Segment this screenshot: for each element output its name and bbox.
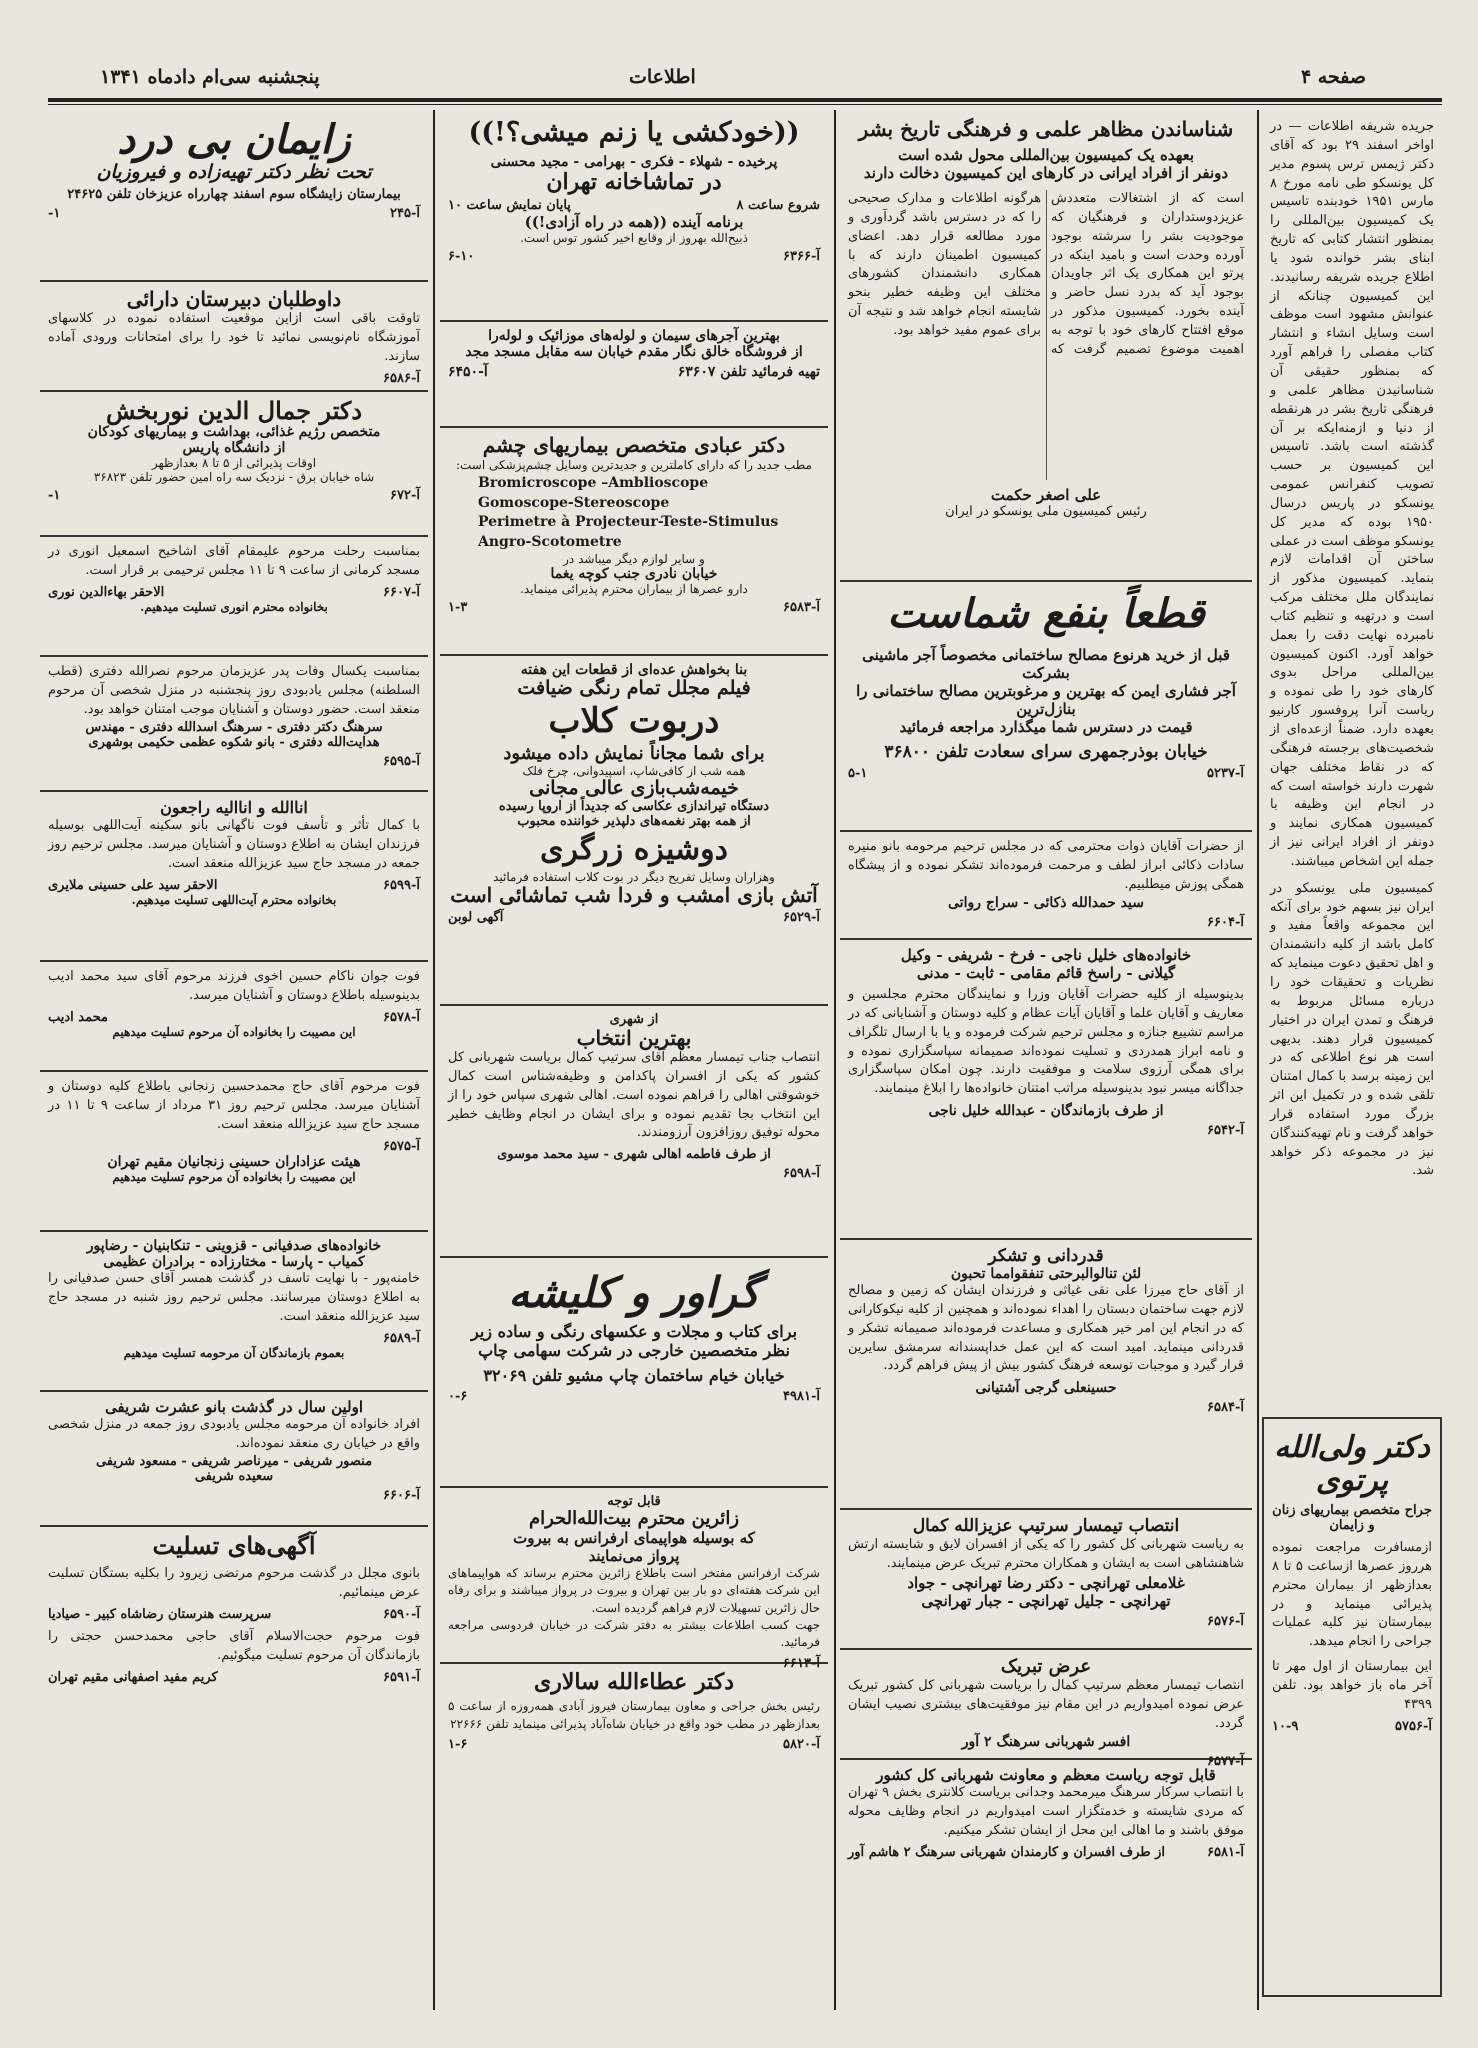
ad-subtitle: متخصص رژیم غذائی، بهداشت و بیماریهای کودکان: [87, 424, 381, 441]
ad-film-name: فیلم مجلل تمام رنگی ضیافت: [517, 677, 751, 699]
equipment-item: Bromicroscope –Amblioscope: [478, 475, 709, 491]
notice-body: بدینوسیله از کلیه حضرات آقایان وزرا و نمایندگان محترم مجلسین و معاریف و آقایان علما و آقایان آیات عظام و کلیه دوستان و آشنایانی که در مراسم تشییع جنازه و مجلس ترحیم شرکت فرموده و یا با ارسال تلگراف و نامه ابراز همدردی و تسلیت نموده‌اند صمیمانه سپاسگزاری نموده و برای همگی آرزوی سلامت و موفقیت دارند. چون امکان سپاسگزاری جداگانه میسر نبود بدینوسیله مراتب امتنان خانواده‌ها را ابلاغ مینمایند.: [848, 987, 1244, 1097]
equipment-list: [448, 474, 820, 552]
ad-title: گراور و کلیشه: [508, 1268, 760, 1317]
masthead-rule: [48, 98, 1442, 102]
notice-body: به ریاست شهربانی کل کشور را که یکی از افسران لایق و شایسته ارتش شاهنشاهی است به ایشان و همکاران محترم تبریک عرض مینمایند.: [848, 1537, 1244, 1571]
article-title: شناساندن مظاهر علمی و فرهنگی تاریخ بشر: [858, 117, 1234, 141]
notice-title: عرض تبریک: [1000, 1656, 1092, 1677]
notice-footer: بعموم بازماندگان آن مرحومه تسلیت میدهیم: [123, 1345, 345, 1360]
column-1: [840, 112, 1252, 1890]
notice-title: اناالله و اناالیه راجعون: [160, 798, 308, 817]
ad-code-pages: ۱-: [48, 205, 61, 221]
ad-address: خیابان بوذرجمهری سرای سعادت تلفن ۳۶۸۰۰: [884, 742, 1208, 762]
ad-address: خیابان خیام ساختمان چاپ مشیو تلفن ۳۲۰۶۹: [483, 1366, 785, 1386]
notice-signature: محمد ادیب: [48, 1009, 109, 1025]
notice-names: کمیاب - پارسا - مختارزاده - برادران عظیمی: [103, 1254, 365, 1270]
ad-code-ref: آ-۶۵۸۶: [383, 370, 420, 386]
ad-address: بیمارستان زایشگاه سوم اسفند چهارراه عزیزخان تلفن ۲۴۶۲۵: [67, 186, 401, 202]
notice-names-2: سعیده شریفی: [194, 1468, 274, 1484]
ad-line: برای کتاب و مجلات و عکسهای رنگی و ساده زیر: [470, 1322, 798, 1342]
notice-body: انتصاب تیمسار معظم سرتیپ کمال را بریاست شهربانی کل کشور تبریک عرض نموده امیدواریم در این مقام نیز موفقیت‌های بیشتری نصیب ایشان گردد.: [848, 1678, 1244, 1731]
ad-venue: در تماشاخانه تهران: [546, 168, 722, 195]
ad-code-pages: ۱-: [48, 488, 61, 504]
ad-title: دکتر عطاءالله سالاری: [533, 1669, 734, 1695]
ad-line: قبل از خرید هرنوع مصالح ساختمانی مخصوصاً آجر ماشینی بشرکت: [862, 646, 1230, 682]
ad-title: دکتر عبادی متخصص بیماریهای چشم: [482, 433, 786, 457]
death-notice: [40, 962, 428, 1072]
ad-boat-club: [440, 656, 828, 1006]
ad-code: [1272, 1719, 1432, 1734]
ad-header: قابل توجه: [607, 1494, 661, 1509]
notice-body: با انتصاب سرکار سرهنگ میرمحمد وجدانی بریاست کلانتری بخش ۹ تهران که مردی شایسته و خدمتگزار است امیدواریم در انجام وظایف محوله موفق باشند و ما اهالی این محل از ایشان تشکر میکنیم.: [848, 1785, 1244, 1838]
ad-code-ref: آ-۶۳۶۶: [783, 248, 820, 264]
notice-title: قدردانی و تشکر: [988, 1246, 1104, 1266]
notice-body: از آقای حاج میرزا علی نقی غیاثی و فرزندان ایشان که زمین و مصالح لازم جهت ساختمان دبستان را اهداء نموده‌اند و همچنین از کلیه نیکوکارانی که در انجام این امر خیر همکاری و مساعدت فرموده‌اند صمیمانه تشکر و قدردانی مینماید. امید است که این عمل خداپسندانه سرمشق سایرین قرار گیرد و موجبات توسعه فرهنگ کشور بیش از پیش فراهم گردد.: [848, 1283, 1244, 1374]
notice-code-ref: آ-۶۵۷۷: [1207, 1753, 1244, 1769]
ad-more: جهت کسب اطلاعات بیشتر به دفتر شرکت در خیابان فردوسی مراجعه فرمائید.: [448, 1617, 820, 1650]
ad-code-ref: آ-۶۵۲۹: [783, 909, 820, 925]
notice-code-ref: آ-۶۶۰۴: [1207, 914, 1244, 930]
best-choice-notice: [440, 1006, 828, 1258]
notice-signature-2: هدایت‌الله دفتری - بانو شکوه عظمی حکیمی بوشهری: [88, 734, 380, 750]
ad-bricks: [440, 322, 828, 428]
ad-songs: از همه بهتر نغمه‌های دلپذیر خواننده محبوب: [517, 813, 751, 829]
ad-code: [448, 1389, 820, 1404]
condolence-signature: کریم مفید اصفهانی مقیم تهران: [48, 1669, 218, 1685]
column-5: [1262, 112, 1442, 2001]
ad-next-program: برنامه آینده ((همه در راه آزادی!)): [524, 212, 744, 231]
ad-line: که بوسیله هواپیمای ارفرانس به بیروت: [513, 1528, 755, 1547]
condolence-section: [40, 1527, 428, 1772]
ad-code: [48, 371, 420, 386]
notice-title: خانواده‌های خلیل ناجی - فرخ - شریفی - وکیل: [900, 946, 1192, 964]
ad-dr-partovi: [1262, 1417, 1442, 1997]
ad-code-ref: آ-۵۲۳۷: [1207, 766, 1244, 781]
ad-line: نظر متخصصین خارجی در شرکت سهامی چاپ: [478, 1341, 790, 1361]
notice-signature: سرهنگ دکتر دفتری - سرهنگ اسدالله دفتری - مهندس: [85, 719, 383, 735]
sadafi-notice: [40, 1232, 428, 1392]
column-3: [440, 112, 828, 1814]
ad-line: آجر فشاری ایمن که بهترین و مرغوبترین مصالح ساختمانی را بنازل‌ترین: [856, 682, 1236, 718]
notice-code-ref: آ-۶۵۸۹: [383, 1330, 420, 1346]
notice-code-ref: آ-۶۵۹۵: [383, 753, 420, 769]
column-4: [40, 112, 428, 1772]
inna-lillah-notice: [40, 792, 428, 962]
notice-body: فوت جوان ناکام حسین اخوی فرزند مرحوم آقای سید محمد ادیب بدینوسیله باطلاع دوستان و آشنایان میرسد.: [48, 969, 420, 1003]
unesco-article: [840, 112, 1252, 582]
notice-code: [48, 1010, 420, 1025]
ad-body: شرکت ارفرانس مفتخر است باطلاع زائرین محترم برساند که هواپیماهای این شرکت هفته‌ای دو بار بین تهران و بیروت در پرواز میباشند و برای رفاه حال زائرین تسهیلات لازم فراهم گردیده است.: [448, 1565, 820, 1615]
notice-footer: بخانواده محترم آیت‌اللهی تسلیت میدهیم.: [131, 892, 337, 907]
notice-code-ref: آ-۶۵۴۲: [1207, 1123, 1244, 1139]
column-rule: [834, 110, 836, 2010]
ad-code-pages: ۱۰-۹: [1272, 1718, 1299, 1734]
article-subtitle: بعهده یک کمیسیون بین‌المللی محول شده است: [897, 146, 1195, 164]
ad-code-pages: ۱-۳: [448, 600, 468, 616]
notice-names-2: تهرانچی - جلیل تهرانچی - جبار تهرانچی: [921, 1591, 1171, 1610]
notice-code-ref: آ-۶۶۰۷: [383, 584, 420, 600]
ad-code-pages: ۵-۱: [848, 766, 868, 781]
notice-title-2: گیلانی - راسخ قائم مقامی - ثابت - مدنی: [916, 964, 1176, 982]
notice-code: [48, 754, 420, 769]
notice-signature: افسر شهربانی سرهنگ ۲ آور: [961, 1733, 1131, 1750]
notice-signature: از طرف فاطمه اهالی شهری - سید محمد موسوی: [497, 1147, 771, 1163]
ad-code: [448, 600, 820, 615]
condolence-body-2: فوت مرحوم حجت‌الاسلام آقای حاجی محمدحسن حجتی را بازماندگان آن مرحوم تسلیت میگوئیم.: [48, 1629, 420, 1663]
ad-dr-ebadi: [440, 428, 828, 656]
ad-code-ref: آ-۵۸۲۰: [783, 1736, 820, 1752]
condolence-signature: سرپرست هنرستان رضاشاه کبیر - صیادیا: [48, 1607, 272, 1623]
memorial-notice: [40, 537, 428, 657]
ad-hours: اوقات پذیرائی از ۵ تا ۸ بعدازظهر: [151, 456, 317, 471]
ad-code-pages: ۰-۶: [448, 1389, 468, 1405]
notice-intro: از شهری: [609, 1012, 659, 1027]
ad-request: بنا بخواهش عده‌ای از قطعات این هفته: [520, 662, 748, 678]
ad-engraving: [440, 1258, 828, 1488]
ad-subtitle-2: از دانشگاه پاریس: [182, 440, 286, 457]
notice-code: [48, 1331, 420, 1346]
notice-code-ref: آ-۶۶۰۶: [383, 1487, 420, 1503]
ad-address: این بیمارستان از اول مهر تا آخر ماه باز خواهد بود. تلفن ۴۳۹۹: [1272, 1659, 1432, 1712]
notice-code: [48, 1488, 420, 1503]
article-body: جریده شریفه اطلاعات — در اواخر اسفند ۲۹ بود که آقای دکتر ژیمس ترس پسوم مدیر کل یونسکو طی نامه مورخ ۸ مارس ۱۹۵۱ خودبنده تاسیس یک کمیسیون بین‌المللی را بمنظور انتشار کتابی که تاریخ ابنای بشر خوانده شود یا اطلاع جریده شریفه رسانیدند. این کمیسیون چنانکه از عنوانش مشهود است موظف است وسایل انشاء و انتشار کتاب مفصلی را فراهم آورد که بمنظور حقیقی آن شناسانیدن مظاهر علمی و فرهنگی تاریخ بشر در هرنقطه از دنیا و ازمنه‌ایکه بر آن گذشته است باشد. تاسیس این کمیسیون بر حسب تصویب کنفرانس عمومی یونسکو در پاریس درسال ۱۹۵۰ بوده که مدیر کل یونسکو موظف است در عملی ساختن آن اقدامات لازم بنماید. کمیسیون مذکور از نمایندگان ملل مختلف مرکب است و درتهیه و تنظیم کتاب نامبرده نهایت دقت را بعمل خواهد آورد. اکنون کمیسیون بین‌المللی مراحل بدوی کارهای خود را طی نموده و ریاست آنرا پروفسور کارنیو بعهده دارد. ضمناً ازعده‌ای از شخصیت‌های برجسته فرهنگی که در نقاط مختلف جهان شهرت دارند خواسته است که در انجام این وظیفه با کمیسیون همکاری نمایند و دونفر از افراد ایرانی نیز از جمله این اشخاص میباشند.: [1270, 119, 1434, 869]
notice-signature: هیئت عزاداران حسینی زنجانیان مقیم تهران: [107, 1153, 361, 1170]
notice-code: [48, 585, 420, 600]
ad-title: ((خودکشی یا زنم میشی؟!)): [468, 117, 800, 148]
article-signature: علی اصغر حکمت: [990, 486, 1102, 504]
ad-code: [448, 1737, 820, 1752]
ad-code-ref: آ-۶۴۵۰: [448, 364, 488, 380]
notice-code: [848, 1845, 1244, 1860]
ad-phone: تهیه فرمائید تلفن ۶۳۶۰۷: [677, 364, 820, 380]
article-body-2: کمیسیون ملی یونسکو در ایران نیز بسهم خود برای آنکه این مجموعه واقعاً مفید و کامل باشد از کلیه دانشمندان و اهل تحقیق دعوت مینماید که نظریات و تحقیقات خود را درباره مسائل مربوط به فرهنگ و تمدن ایران در اختیار کمیسیون قرار دهند. بدیهی است هر نوع اطلاعی که در این زمینه برسد با کمال امتنان تلقی شده و در تکمیل این اثر بزرگ مورد استفاده قرار خواهد گرفت و نام تهیه‌کنندگان نیز در مجموعه ذکر خواهد شد.: [1270, 880, 1434, 1179]
notice-footer: این مصیبت را بخانواده آن مرحوم تسلیت میدهیم: [112, 1024, 356, 1039]
ad-end-time: پایان نمایش ساعت ۱۰: [448, 197, 571, 213]
notice-code-ref: آ-۶۵۷۶: [1207, 1613, 1244, 1629]
article-signature-title: رئیس کمیسیون ملی یونسکو در ایران: [945, 504, 1147, 519]
paper-name: اطلاعات: [629, 66, 696, 88]
notice-title: خانواده‌های صدفیانی - قزوینی - تنکابنیان - رضاپور: [86, 1238, 382, 1254]
notice-body: خامنه‌پور - با نهایت تاسف در گذشت همسر آقای حسن صدفیانی را به اطلاع دوستان میرسانند. مجلس ترحیم روز شنبه در مسجد حاج سید عزیزالله منعقد است.: [48, 1271, 420, 1324]
ad-code: [48, 206, 420, 221]
notice-title: قابل توجه ریاست معظم و معاونت شهربانی کل کشور: [876, 1766, 1216, 1784]
ad-code: [848, 766, 1244, 781]
column-rule: [433, 110, 435, 2010]
sharifi-notice: [40, 1392, 428, 1527]
ad-theater: [440, 112, 828, 322]
ad-fireworks: آتش بازی امشب و فردا شب تماشائی است: [450, 882, 818, 907]
equipment-item: Perimetre à Projecteur-Teste-Stimulus: [478, 514, 779, 531]
ad-title: زائرین محترم بیت‌الله‌الحرام: [528, 1508, 740, 1529]
ad-subtitle: جراح متخصص بیماریهای زنان و زایمان: [1272, 1503, 1432, 1533]
notice-code-ref: آ-۶۵۸۱: [1207, 1844, 1244, 1860]
ad-body: ازمسافرت مراجعت نموده هرروز عصرها ازساعت ۵ تا ۸ بعدازظهر از بیماران محترم پذیرائی مینماید و در بیمارستان نیز کلیه عملیات جراحی را انجام میدهد.: [1272, 1540, 1433, 1650]
families-notice: [840, 940, 1252, 1240]
ad-title: داوطلبان دبیرستان دارائی: [126, 287, 342, 311]
notice-body: با کمال تأثر و تأسف فوت ناگهانی بانو سکینه آیت‌اللهی بوسیله فرزندان ایشان به اطلاع دوستان و آشنایان میرسد. مجلس ترحیم روز جمعه در مسجد حاج سید عزیزالله منعقد است.: [48, 818, 420, 871]
notice-code: [448, 1166, 820, 1181]
ad-more: و سایر لوازم دیگر میباشد در: [563, 552, 705, 567]
ad-maternity: [40, 112, 428, 282]
anniversary-notice: [40, 657, 428, 792]
gratitude-notice: [840, 1240, 1252, 1510]
ad-body: رئیس بخش جراحی و معاون بیمارستان فیروز آبادی همه‌روزه از ساعت ۵ بعدازظهر در مطب خود واقع در خیابان شاه‌آباد پذیرائی مینماید تلفن ۲۲۶۶۶: [448, 1699, 820, 1731]
notice-signature: الاحقر بهاءالدین نوری: [48, 584, 165, 600]
notice-code: [848, 915, 1244, 930]
masthead-rule-thin: [48, 104, 1442, 105]
ad-title: زایمان بی درد: [117, 116, 351, 163]
notice-footer: بخانواده محترم انوری تسلیت میدهیم.: [140, 599, 328, 614]
ad-code-ref: آ-۲۴۵: [390, 205, 420, 221]
ad-line: پرواز می‌نمایند: [588, 1546, 680, 1565]
notice-body: فوت مرحوم آقای حاج محمدحسین زنجانی باطلاع کلیه دوستان و آشنایان میرسد. مجلس ترحیم روز ۳۱ مرداد از ساعت ۹ تا ۱۱ در مسجد حاج سید عزیزالله منعقد است.: [48, 1079, 421, 1132]
ad-line: قیمت در دسترس شما میگذارد مراجعه فرمائید: [899, 718, 1193, 736]
page-number: صفحه ۴: [1300, 66, 1366, 88]
issue-date: پنجشنبه سی‌ام دادماه ۱۳۴۱: [100, 66, 320, 88]
ad-school: [40, 282, 428, 392]
congrats-notice: [840, 1650, 1252, 1769]
notice-verse: لئن تنالوالبرحتی تنفقوامما تحبون: [950, 1266, 1142, 1282]
ad-code-pages: ۶-۱۰: [448, 248, 475, 264]
ad-times: [448, 198, 820, 213]
condolence-code-ref: آ-۶۵۹۱: [383, 1669, 420, 1685]
notice-code-ref: آ-۶۵۹۹: [383, 877, 420, 893]
notice-body: افراد خانواده آن مرحومه مجلس یادبودی روز جمعه در منزل شخصی واقع در خیابان ری منعقد نموده‌اند.: [48, 1417, 420, 1451]
notice-code-ref: آ-۶۵۷۵: [383, 1138, 420, 1154]
ad-title: دربوت کلاب: [548, 700, 720, 741]
ad-air-france: [440, 1488, 828, 1671]
zanjani-notice: [40, 1072, 428, 1232]
notice-body: بمناسبت یکسال وفات پدر عزیزمان مرحوم نصرالله دفتری (قطب السلطنه) مجلس یادبودی روز پنجشنبه در منزل شخصی آن مرحوم منعقد است. حضور دوستان و آشنایان موجب امتنان خواهد بود.: [48, 664, 420, 717]
notice-names: منصور شریفی - میرناصر شریفی - مسعود شریفی: [95, 1453, 373, 1469]
ad-dr-nurbakhsh: [40, 392, 428, 537]
police-notice: [840, 1760, 1252, 1890]
notice-signature: سید حمدالله ذکائی - سراج رواتی: [948, 894, 1144, 911]
section-title: آگهی‌های تسلیت: [152, 1531, 316, 1560]
equipment-item: Gomoscope-Stereoscope: [478, 494, 670, 511]
ad-line: از فروشگاه خالق نگار مقدم خیابان سه مقابل مسجد مجد: [465, 344, 803, 360]
notice-title: انتصاب تیمسار سرتیپ عزیزالله کمال: [912, 1516, 1180, 1536]
ad-title: قطعاً بنفع شماست: [887, 590, 1205, 637]
appointment-notice: [840, 1510, 1252, 1650]
notice-code-ref: آ-۶۵۸۴: [1207, 1400, 1244, 1416]
article-columns: است که از اشتغالات متعددش عزیزدوستداران و فرهنگیان که موجودیت بشر را سرشته بوجود آورده وحدت است و بامید اینکه در پرتو این همکاری یک اثر جاویدان بوجود آید که بدرد نسل حاضر و آینده بخورد. کمیسیون مذکور در موقع افتتاح کارهای خود با توجه به اهمیت موضوع تصمیم گرفت که هرگونه اطلاعات و مدارک صحیحی را که در دسترس باشد گردآوری و مورد مطالعه قرار دهد. اعضای کمیسیون اطمینان دارند که با همکاری دانشمندان کشورهای مختلف این وظیفه خطیر بنحو شایسته انجام خواهد شد و نتیجه آن برای عموم مفید خواهد بود.: [848, 191, 1244, 357]
notice-code: [48, 1139, 420, 1154]
ad-title: دکتر ولی‌الله پرتوی: [1274, 1430, 1430, 1498]
ad-body: تاوقت باقی است ازاین موقعیت استفاده نموده در کلاسهای آموزشگاه نام‌نویسی نمائید تا خود را برای امتحانات ورودی آماده سازند.: [48, 311, 420, 364]
ad-title: دکتر جمال الدین نوربخش: [105, 396, 363, 425]
ad-code-ref: آ-۵۷۵۶: [1395, 1718, 1432, 1734]
column-rule: [1257, 110, 1259, 2010]
notice-signature: الاحقر سید علی حسینی ملایری: [48, 877, 218, 893]
notice-signature: از طرف افسران و کارمندان شهربانی سرهنگ ۲ هاشم آور: [848, 1844, 1166, 1860]
notice-code-ref: آ-۶۵۹۸: [783, 1166, 820, 1182]
ad-cast: پرخیده - شهلاء - فکری - بهرامی - مجید محسنی: [490, 153, 778, 170]
ad-subtitle: مطب جدید را که دارای کاملترین و جدیدترین وسایل چشم‌پزشکی است:: [455, 458, 812, 472]
ad-code-ref: آ-۶۷۲: [390, 488, 420, 504]
ad-address: شاه خیابان برق - نزدیک سه راه امین حضور تلفن ۳۶۸۲۳: [93, 470, 375, 485]
ad-photo: دستگاه تیراندازی عکاسی که جدیداً از اروپا رسیده: [498, 798, 770, 814]
notice-body: بمناسبت رحلت مرحوم علیمقام آقای اشاخیح اسمعیل انوری در مسجد کرمانی از ساعت ۹ تا ۱۱ مجلس ترحیمی بر قرار است.: [48, 544, 420, 578]
equipment-item: Angro-Scotometre: [478, 533, 622, 550]
ad-brick-company: [840, 582, 1252, 832]
ad-code: [48, 488, 420, 503]
ad-fireworks-pre: وهزاران وسایل تفریح دیگر در بوت کلاب استفاده فرمائید: [493, 869, 775, 884]
ad-agency: آگهی لوبن: [448, 909, 504, 925]
ad-subtitle: تحت نظر دکتر تهیه‌زاده و فیروزیان: [96, 161, 372, 183]
condolence-code-2: [48, 1670, 420, 1685]
notice-title: اولین سال در گذشت بانو عشرت شریفی: [104, 1398, 364, 1416]
condolence-body: بانوی مجلل در گذشت مرحوم مرتضی زیرود را بکلیه بستگان تسلیت عرض مینمائیم.: [48, 1566, 420, 1601]
notice-code: [848, 1123, 1244, 1138]
notice-signature: از طرف بازماندگان - عبدالله خلیل ناجی: [928, 1103, 1164, 1120]
notice-body: از حضرات آقایان ذوات محترمی که در مجلس ترحیم مرحومه بانو منیره سادات ذکائی ابراز لطف و مرحمت فرموده‌اند تشکر نموده و از پیشگاه همگی پوزش میطلبیم.: [848, 839, 1244, 892]
ad-tent: خیمه‌شب‌بازی عالی مجانی: [529, 777, 739, 800]
ad-dr-salari: [440, 1664, 828, 1814]
article-continuation: [1262, 112, 1442, 1417]
ad-code: [448, 910, 820, 925]
notice-names: غلامعلی تهرانچی - دکتر رضا تهرانچی - جواد: [907, 1573, 1185, 1592]
notice-signature: حسینعلی گرجی آشتیانی: [975, 1380, 1117, 1397]
article-subtitle-2: دونفر از افراد ایرانی در کارهای این کمیسیون دخالت دارند: [863, 164, 1229, 182]
ad-code: [448, 249, 820, 264]
notice-code: [48, 878, 420, 893]
ad-note: ذبیح‌الله بهروز از وقایع اخیر کشور توس است.: [520, 230, 748, 245]
ad-line: بهترین آجرهای سیمان و لوله‌های موزائیک و لوله‌را: [488, 328, 780, 344]
notice-code: [848, 1400, 1244, 1415]
condolence-code-ref: آ-۶۵۹۰: [383, 1607, 420, 1623]
ad-code-ref: آ-۴۹۸۱: [783, 1389, 820, 1405]
ad-show: برای شما مجاناً نمایش داده میشود: [503, 743, 765, 765]
ad-address: خیابان نادری جنب کوچه یغما: [550, 566, 718, 583]
ad-line: [448, 364, 820, 380]
ad-hours: دارو عصرها از بیماران محترم پذیرائی مینماید.: [520, 582, 748, 597]
notice-code-ref: آ-۶۵۷۸: [383, 1009, 420, 1025]
condolence-code: [48, 1607, 420, 1622]
ad-code-ref: آ-۶۵۸۳: [783, 600, 820, 616]
notice-title: بهترین انتخاب: [576, 1026, 692, 1050]
ad-start-time: شروع ساعت ۸: [736, 197, 820, 213]
notice-footer: این مصیبت را بخانواده آن مرحوم تسلیت میدهیم: [112, 1169, 356, 1184]
notice-body: انتصاب جناب تیمسار معظم آقای سرتیپ کمال بریاست شهربانی کل کشور که یکی از افسران پاکدامن و وظیفه‌شناس است کمال خوشوقتی اهالی را فراهم نموده است. اهالی شهری سپاس خود را از این انتخاب بجا تقدیم نموده و برای ایشان در انجام وظایف خطیر محوله توفیق روزافزون آرزومندند.: [448, 1050, 820, 1141]
ad-code-ref: آ-۶۶۱۳: [783, 1655, 820, 1671]
ad-code-pages: ۱-۶: [448, 1736, 468, 1752]
ad-singer: دوشیزه زرگری: [539, 831, 729, 867]
ad-desc: همه شب از کافی‌شاپ، اسپیدوانی، چرخ فلک: [522, 764, 746, 779]
thanks-notice: [840, 832, 1252, 940]
notice-code: [848, 1614, 1244, 1629]
